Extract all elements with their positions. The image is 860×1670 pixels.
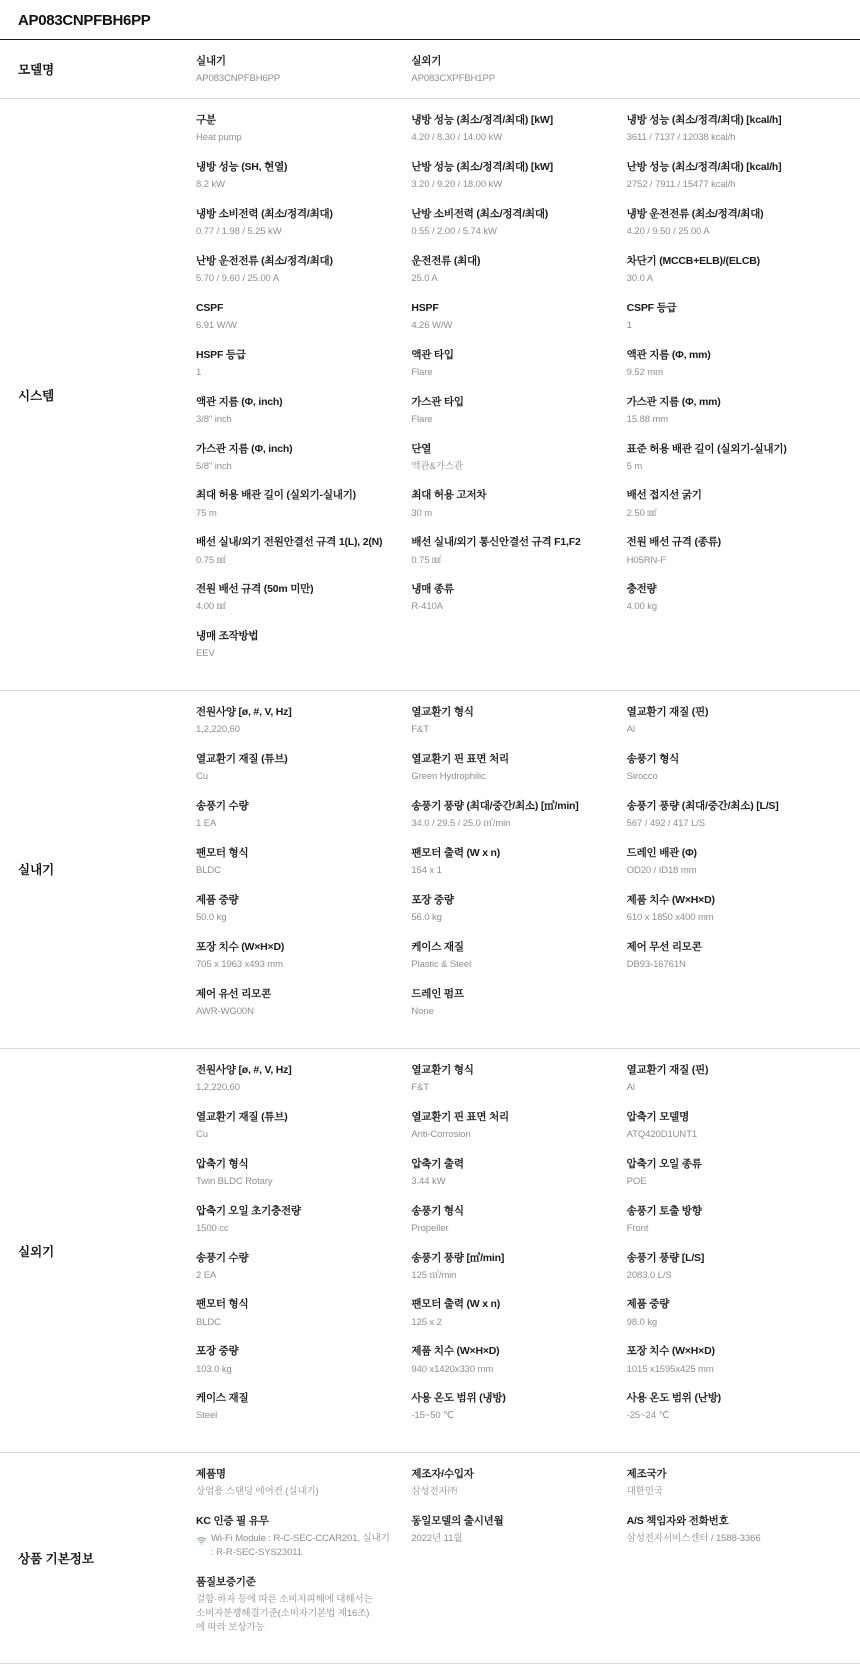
spec-key: 포장 치수 (W×H×D) [196, 940, 285, 953]
spec-key: 열교환기 재질 (튜브) [196, 753, 288, 766]
spec-key: KC 인증 필 유무 [196, 1515, 269, 1528]
spec-cell [196, 582, 411, 629]
spec-cell [411, 348, 626, 395]
spec-key: 액관 지름 (Φ, inch) [196, 395, 283, 408]
spec-cell [196, 488, 411, 535]
spec-key: 구분 [196, 113, 216, 126]
spec-cell [627, 207, 842, 254]
spec-value: 567 / 492 / 417 L/S [626, 818, 706, 830]
spec-value: 4.20 / 8.30 / 14.00 kW [411, 132, 503, 144]
spec-key: CSPF [196, 301, 224, 314]
spec-value: 3611 / 7137 / 12038 kcal/h [626, 132, 736, 144]
section-label: 실내기 [18, 863, 55, 878]
spec-cell-kc [196, 1514, 411, 1575]
spec-value: 1,2,220,60 [196, 724, 240, 736]
section-label: 시스템 [18, 388, 55, 403]
spec-key: 동일모델의 출시년월 [411, 1515, 504, 1528]
spec-cell [411, 395, 626, 442]
spec-key: 제품 치수 (W×H×D) [626, 893, 715, 906]
spec-cell [196, 1467, 411, 1514]
spec-key: 냉방 성능 (SH, 현열) [196, 160, 288, 173]
spec-key: 전원사양 [ø, #, V, Hz] [196, 706, 292, 719]
spec-value: 걸함·하자 등에 따른 소비자피해에 대해서는 소비자분쟁해결기준(소비자기본법 제16조)에 따라 보상가능 [196, 1594, 373, 1633]
spec-key: 케이스 재질 [196, 1392, 249, 1405]
spec-key: 포장 치수 (W×H×D) [626, 1345, 715, 1358]
spec-value: DB93-16761N [626, 959, 686, 971]
spec-key: 팬모터 출력 (W x n) [411, 1298, 501, 1311]
spec-cell [196, 987, 411, 1034]
section-body [196, 1453, 860, 1663]
section-body [196, 691, 860, 1048]
spec-cell [627, 1391, 842, 1438]
spec-cell [627, 1204, 842, 1251]
spec-key: 송풍기 풍량 [L/S] [626, 1251, 705, 1264]
spec-cell [411, 1514, 626, 1575]
spec-value: ATQ420D1UNT1 [626, 1128, 698, 1140]
spec-key: 액관 지름 (Φ, mm) [626, 348, 711, 361]
spec-value: AP083CXPFBH1PP [411, 73, 495, 85]
spec-key: 송풍기 수량 [196, 800, 249, 813]
spec-key: 사용 온도 범위 (냉방) [411, 1392, 506, 1405]
spec-value: 125 x 2 [411, 1316, 442, 1328]
spec-cell [196, 207, 411, 254]
spec-key: 냉매 조작방법 [196, 630, 259, 643]
spec-cell [627, 705, 842, 752]
spec-cell [196, 395, 411, 442]
spec-key: HSPF 등급 [196, 348, 246, 361]
spec-value: 삼성전자서비스센터 / 1588-3366 [626, 1533, 761, 1545]
spec-key: 송풍기 형식 [411, 1204, 464, 1217]
spec-value: 98.0 kg [626, 1316, 658, 1328]
spec-cell [411, 1297, 626, 1344]
spec-key: 전원사양 [ø, #, V, Hz] [196, 1063, 292, 1076]
spec-value: F&T [411, 1081, 429, 1093]
spec-key: 열교환기 재질 (핀) [626, 706, 709, 719]
section-system [0, 99, 860, 691]
spec-cell [627, 582, 842, 629]
spec-cell [411, 442, 626, 489]
spec-cell [196, 301, 411, 348]
section-basic-info [0, 1453, 860, 1664]
spec-value: Green Hydrophilic [411, 771, 486, 783]
spec-cell [411, 488, 626, 535]
spec-key: 케이스 재질 [411, 940, 464, 953]
spec-key: 드레인 펌프 [411, 987, 464, 1000]
spec-cell [411, 1110, 626, 1157]
spec-value: 940 x1420x330 mm [411, 1363, 494, 1375]
spec-cell [196, 54, 411, 86]
spec-value: Anti-Corrosion [411, 1128, 471, 1140]
spec-key: 팬모터 출력 (W x n) [411, 847, 501, 859]
spec-value: 1015 x1595x425 mm [626, 1363, 714, 1375]
spec-cell [196, 1157, 411, 1204]
spec-cell [411, 705, 626, 752]
spec-value: 4.26 W/W [411, 319, 453, 331]
wifi-icon [196, 1533, 207, 1551]
page-title-bar [0, 0, 860, 40]
spec-cell [411, 113, 626, 160]
spec-cell [411, 846, 626, 893]
spec-cell [627, 1344, 842, 1391]
spec-cell [411, 1063, 626, 1110]
spec-key: 표준 허용 배관 길이 (실외기-실내기) [626, 442, 787, 455]
spec-cell [196, 1297, 411, 1344]
spec-cell [411, 160, 626, 207]
spec-cell [627, 940, 842, 987]
spec-value: 15.88 mm [626, 413, 669, 425]
spec-value: 4.20 / 9.50 / 25.00 A [626, 225, 710, 237]
spec-value: 0.75 ㎟ [196, 554, 227, 566]
spec-value: 154 x 1 [411, 865, 442, 877]
page-title: AP083CNPFBH6PP [18, 12, 151, 29]
spec-key: 전원 배선 규격 (종류) [626, 536, 721, 549]
spec-value: -15~50 ℃ [411, 1410, 454, 1422]
spec-key: 압축기 모델명 [626, 1110, 690, 1123]
spec-key: 배선 접지선 굵기 [626, 489, 702, 502]
spec-value: AWR-WG00N [196, 1005, 254, 1017]
spec-key: 송풍기 풍량 (최대/중간/최소) [㎥/min] [411, 800, 579, 813]
section-label: 상품 기본정보 [18, 1552, 94, 1567]
spec-value: Cu [196, 771, 208, 783]
spec-cell [627, 442, 842, 489]
spec-value: AP083CNPFBH6PP [196, 73, 281, 85]
spec-key: 충전량 [626, 583, 657, 596]
spec-value: 액관&가스관 [411, 460, 463, 472]
spec-key: 압축기 오일 종류 [626, 1157, 702, 1170]
spec-cell [411, 799, 626, 846]
spec-cell [627, 348, 842, 395]
spec-key: 압축기 오일 초기충전량 [196, 1204, 301, 1217]
spec-cell-empty [411, 1575, 626, 1649]
spec-cell [196, 1344, 411, 1391]
spec-cell [411, 1204, 626, 1251]
spec-value: 9.52 mm [626, 366, 663, 378]
spec-value: 30 m [411, 507, 433, 519]
spec-value: 705 x 1963 x493 mm [196, 959, 283, 971]
spec-key: 송풍기 풍량 [㎥/min] [411, 1251, 505, 1264]
spec-value: BLDC [196, 1316, 221, 1328]
spec-key: 송풍기 풍량 (최대/중간/최소) [L/S] [626, 800, 779, 813]
spec-cell [411, 1467, 626, 1514]
spec-cell [411, 1391, 626, 1438]
spec-value: Cu [196, 1128, 208, 1140]
spec-value: 103.0 kg [196, 1363, 232, 1375]
spec-cell [627, 799, 842, 846]
spec-value: 610 x 1850 x400 mm [626, 912, 714, 924]
section-indoor-unit [0, 691, 860, 1049]
spec-key: 품질보증기준 [196, 1575, 256, 1588]
spec-value: 삼성전자㈜ [411, 1486, 458, 1498]
spec-key: 가스관 타입 [411, 395, 464, 408]
spec-cell [627, 395, 842, 442]
spec-cell [196, 1204, 411, 1251]
spec-cell [627, 893, 842, 940]
spec-value: 3/8" inch [196, 413, 232, 425]
spec-cell [627, 1063, 842, 1110]
spec-cell-empty [627, 1575, 842, 1649]
spec-value: Flare [411, 413, 433, 425]
spec-value: 0.55 / 2.00 / 5.74 kW [411, 225, 497, 237]
spec-key: CSPF 등급 [626, 301, 677, 314]
spec-key: 압축기 형식 [196, 1157, 249, 1170]
spec-value: 대한민국 [626, 1486, 663, 1498]
spec-value: Front [626, 1222, 649, 1234]
spec-key: 제품 중량 [626, 1298, 670, 1311]
spec-key: 열교환기 핀 표면 처리 [411, 753, 509, 766]
spec-key: 제어 유선 리모콘 [196, 987, 272, 1000]
spec-cell [411, 535, 626, 582]
spec-cell [411, 254, 626, 301]
spec-value: Sirocco [626, 771, 658, 783]
spec-value: Plastic & Steel [411, 959, 472, 971]
spec-value: 2752 / 7911 / 15477 kcal/h [626, 179, 736, 191]
spec-cell [411, 1344, 626, 1391]
spec-value: -25~24 ℃ [626, 1410, 670, 1422]
spec-value: 56.0 kg [411, 912, 442, 924]
spec-key: 배선 실내/외기 통신안결선 규격 F1,F2 [411, 536, 581, 549]
spec-cell [627, 1297, 842, 1344]
spec-cell [411, 54, 626, 86]
spec-key: 송풍기 형식 [626, 753, 680, 766]
spec-cell [411, 301, 626, 348]
spec-cell [196, 799, 411, 846]
spec-key: 운전전류 (최대) [411, 254, 481, 267]
spec-key: 사용 온도 범위 (난방) [626, 1392, 721, 1405]
spec-key: 난방 소비전력 (최소/정격/최대) [411, 207, 549, 220]
spec-value: Wi-Fi Module : R-C-SEC-CCAR201, 실내기 : R-R-SEC-SYS23011 [211, 1533, 390, 1559]
spec-key: 가스관 지름 (Φ, inch) [196, 442, 293, 455]
spec-key: 액관 타입 [411, 348, 454, 361]
spec-key: 팬모터 형식 [196, 1298, 249, 1311]
spec-cell [411, 752, 626, 799]
spec-key: 송풍기 수량 [196, 1251, 249, 1264]
spec-value: H05RN-F [626, 554, 667, 566]
spec-value: Al [626, 724, 635, 736]
section-outdoor-unit [0, 1049, 860, 1454]
section-model [0, 40, 860, 99]
spec-value: 5/8" inch [196, 460, 232, 472]
spec-key: 실내기 [196, 55, 226, 67]
section-body [196, 99, 860, 690]
spec-value: 상업용 스탠딩 에어컨 (실내기) [196, 1486, 319, 1498]
spec-key: 열교환기 재질 (튜브) [196, 1110, 288, 1123]
spec-value: Propeller [411, 1222, 449, 1234]
spec-key: 제품명 [196, 1468, 226, 1481]
spec-key: 냉방 성능 (최소/정격/최대) [kW] [411, 113, 553, 126]
spec-value: 5.70 / 9.60 / 25.00 A [196, 272, 279, 284]
spec-cell [627, 1467, 842, 1514]
spec-value: 1 [196, 366, 202, 378]
spec-value: 3.20 / 9.20 / 18.00 kW [411, 179, 503, 191]
spec-value: 1 [626, 319, 632, 331]
spec-cell [627, 1157, 842, 1204]
spec-cell [196, 113, 411, 160]
spec-cell [411, 1157, 626, 1204]
section-label: 모델명 [18, 62, 55, 77]
spec-value: BLDC [196, 865, 221, 877]
spec-value: 0.77 / 1.98 / 5.25 kW [196, 225, 282, 237]
spec-value: 6.91 W/W [196, 319, 237, 331]
spec-cell [411, 987, 626, 1034]
spec-key: 제어 무선 리모콘 [626, 940, 702, 953]
spec-value: 3.44 kW [411, 1175, 446, 1187]
spec-cell [627, 752, 842, 799]
spec-value: 75 m [196, 507, 217, 519]
spec-cell [627, 301, 842, 348]
spec-key: 냉방 운전전류 (최소/정격/최대) [626, 207, 764, 220]
spec-value: None [411, 1005, 434, 1017]
spec-value: OD20 / ID18 mm [626, 865, 697, 877]
spec-cell [196, 1063, 411, 1110]
page-bottom-space [0, 1664, 860, 1670]
spec-cell [196, 940, 411, 987]
spec-key: 제품 치수 (W×H×D) [411, 1345, 500, 1358]
spec-value: 8.2 kW [196, 179, 225, 191]
spec-cell [411, 1251, 626, 1298]
spec-key: 포장 중량 [411, 893, 454, 906]
spec-cell [411, 940, 626, 987]
spec-key: 냉방 성능 (최소/정격/최대) [kcal/h] [626, 113, 782, 126]
spec-key: 단열 [411, 442, 432, 455]
spec-cell [627, 488, 842, 535]
spec-value: Al [626, 1081, 635, 1093]
spec-value: 50.0 kg [196, 912, 227, 924]
section-body [196, 40, 860, 98]
spec-value: 25.0 A [411, 272, 438, 284]
spec-cell [627, 846, 842, 893]
spec-cell [196, 442, 411, 489]
spec-key: 열교환기 재질 (핀) [626, 1063, 709, 1076]
spec-cell [411, 582, 626, 629]
spec-cell [196, 1251, 411, 1298]
spec-value: 4.00 ㎟ [196, 601, 227, 613]
spec-cell [196, 1391, 411, 1438]
spec-value: Heat pump [196, 132, 242, 144]
spec-key: 열교환기 핀 표면 처리 [411, 1110, 509, 1123]
spec-key: 차단기 (MCCB+ELB)/(ELCB) [626, 254, 760, 267]
spec-cell [196, 893, 411, 940]
spec-cell [196, 752, 411, 799]
spec-key: 최대 허용 배관 길이 (실외기-실내기) [196, 489, 356, 502]
spec-cell [627, 1514, 842, 1575]
spec-key: 냉방 소비전력 (최소/정격/최대) [196, 207, 333, 220]
spec-key: 최대 허용 고저차 [411, 489, 487, 502]
spec-key: 열교환기 형식 [411, 706, 474, 719]
section-label: 실외기 [18, 1244, 55, 1259]
spec-value: 5 m [626, 460, 643, 472]
spec-key: 배선 실내/외기 전원안결선 규격 1(L), 2(N) [196, 536, 383, 549]
spec-key: 송풍기 토출 방향 [626, 1204, 702, 1217]
spec-key: HSPF [411, 301, 439, 314]
spec-key: 난방 운전전류 (최소/정격/최대) [196, 254, 333, 267]
spec-value: 4.00 kg [626, 601, 658, 613]
spec-value: F&T [411, 724, 429, 736]
spec-key: 드레인 배관 (Φ) [626, 847, 697, 859]
spec-value: 30.0 A [626, 272, 653, 284]
spec-key: 포장 중량 [196, 1345, 239, 1358]
spec-key: 난방 성능 (최소/정격/최대) [kW] [411, 160, 553, 173]
spec-cell [196, 254, 411, 301]
spec-key: 제조국가 [626, 1468, 667, 1481]
spec-value: 1,2,220,60 [196, 1081, 240, 1093]
spec-key: 팬모터 형식 [196, 847, 249, 859]
section-body [196, 1049, 860, 1453]
spec-cell [411, 207, 626, 254]
spec-cell [196, 1110, 411, 1157]
spec-key: 제품 중량 [196, 893, 239, 906]
spec-key: 가스관 지름 (Φ, mm) [626, 395, 721, 408]
spec-value: Flare [411, 366, 433, 378]
spec-value: 34.0 / 29.5 / 25.0 ㎥/min [411, 818, 511, 830]
spec-cell [196, 348, 411, 395]
spec-value: 1500 cc [196, 1222, 229, 1234]
spec-value: 2083.0 L/S [626, 1269, 672, 1281]
spec-value: POE [626, 1175, 647, 1187]
spec-cell [196, 846, 411, 893]
spec-key: 난방 성능 (최소/정격/최대) [kcal/h] [626, 160, 782, 173]
spec-key: 열교환기 형식 [411, 1063, 474, 1076]
spec-key: 냉매 종류 [411, 583, 454, 596]
spec-key: 전원 배선 규격 (50m 미만) [196, 583, 314, 596]
spec-value: 125 ㎥/min [411, 1269, 457, 1281]
spec-cell [196, 1575, 411, 1649]
spec-cell [627, 1251, 842, 1298]
spec-cell [411, 893, 626, 940]
spec-key: 실외기 [411, 55, 442, 67]
spec-value: EEV [196, 648, 215, 660]
spec-cell [196, 535, 411, 582]
spec-key: 제조자/수입자 [411, 1468, 474, 1481]
spec-cell [627, 160, 842, 207]
spec-cell [627, 1110, 842, 1157]
spec-cell [627, 254, 842, 301]
spec-cell [627, 113, 842, 160]
spec-cell [196, 705, 411, 752]
spec-value: 1 EA [196, 818, 217, 830]
spec-cell [196, 629, 411, 676]
spec-cell-empty [627, 54, 842, 86]
spec-cell [627, 535, 842, 582]
spec-key: 압축기 출력 [411, 1157, 464, 1170]
spec-key: A/S 책임자와 전화번호 [626, 1515, 729, 1528]
spec-value: R-410A [411, 601, 443, 613]
spec-value: Steel [196, 1410, 218, 1422]
spec-value: 2022년 11월 [411, 1533, 463, 1545]
spec-value: 2 EA [196, 1269, 217, 1281]
spec-cell [196, 160, 411, 207]
spec-value: 2.50 ㎟ [626, 507, 657, 519]
spec-value: 0.75 ㎟ [411, 554, 442, 566]
spec-value: Twin BLDC Rotary [196, 1175, 273, 1187]
